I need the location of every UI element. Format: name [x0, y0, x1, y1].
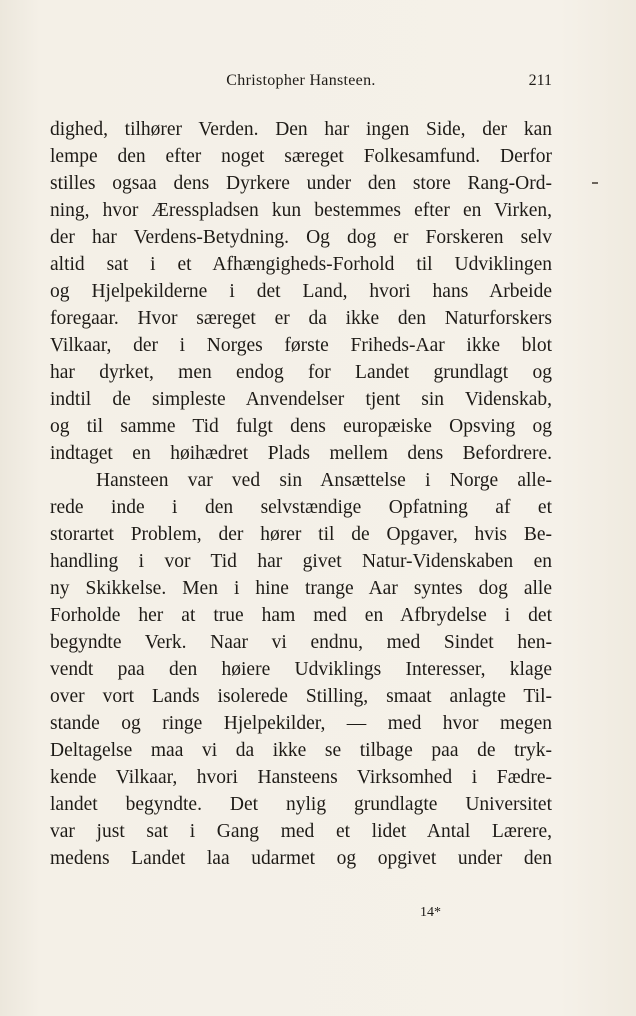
text-line: begyndte Verk. Naar vi endnu, med Sindet hen- [50, 632, 552, 653]
text-line: ning, hvor Æresspladsen kun bestemmes efter en Virken, [50, 200, 552, 221]
text-line: stande og ringe Hjelpekilder, — med hvor megen [50, 713, 552, 734]
text-line: vendt paa den høiere Udviklings Interesser, klage [50, 659, 552, 680]
text-line: rede inde i den selvstændige Opfatning af et [50, 497, 552, 518]
margin-mark [592, 182, 598, 184]
text-line: ny Skikkelse. Men i hine trange Aar syntes dog alle [50, 578, 552, 599]
text-line: Forholde her at true ham med en Afbrydelse i det [50, 605, 552, 626]
text-line: landet begyndte. Det nylig grundlagte Universitet [50, 794, 552, 815]
text-line: og til samme Tid fulgt dens europæiske Opsving og [50, 416, 552, 437]
text-line: altid sat i et Afhængigheds-Forhold til Udviklingen [50, 254, 552, 275]
text-line: indtaget en høihædret Plads mellem dens Befordrere. [50, 443, 552, 464]
text-line: indtil de simpleste Anvendelser tjent sin Videnskab, [50, 389, 552, 410]
text-line: lempe den efter noget særeget Folkesamfund. Derfor [50, 146, 552, 167]
text-line: der har Verdens-Betydning. Og dog er Forskeren selv [50, 227, 552, 248]
text-line: handling i vor Tid har givet Natur-Videnskaben en [50, 551, 552, 572]
text-line: stilles ogsaa dens Dyrkere under den store Rang-Ord- [50, 173, 552, 194]
body-text [50, 116, 552, 872]
page-number: 211 [528, 72, 552, 89]
text-line: og Hjelpekilderne i det Land, hvori hans Arbeide [50, 281, 552, 302]
text-line: kende Vilkaar, hvori Hansteens Virksomhed i Fædre- [50, 767, 552, 788]
running-title: Christopher Hansteen. [226, 72, 376, 89]
text-line: foregaar. Hvor særeget er da ikke den Naturforskers [50, 308, 552, 329]
signature-mark: 14* [420, 905, 441, 920]
text-line: var just sat i Gang med et lidet Antal Lærere, [50, 821, 552, 842]
text-line: over vort Lands isolerede Stilling, smaat anlagte Til- [50, 686, 552, 707]
text-line: har dyrket, men endog for Landet grundlagt og [50, 362, 552, 383]
text-line: dighed, tilhører Verden. Den har ingen Side, der kan [50, 119, 552, 140]
text-line: storartet Problem, der hører til de Opgaver, hvis Be- [50, 524, 552, 545]
text-line: Deltagelse maa vi da ikke se tilbage paa de tryk- [50, 740, 552, 761]
paragraph-start-line: Hansteen var ved sin Ansættelse i Norge alle- [96, 470, 552, 491]
text-line: medens Landet laa udarmet og opgivet under den [50, 848, 552, 869]
text-line: Vilkaar, der i Norges første Friheds-Aar ikke blot [50, 335, 552, 356]
running-head [50, 68, 552, 94]
